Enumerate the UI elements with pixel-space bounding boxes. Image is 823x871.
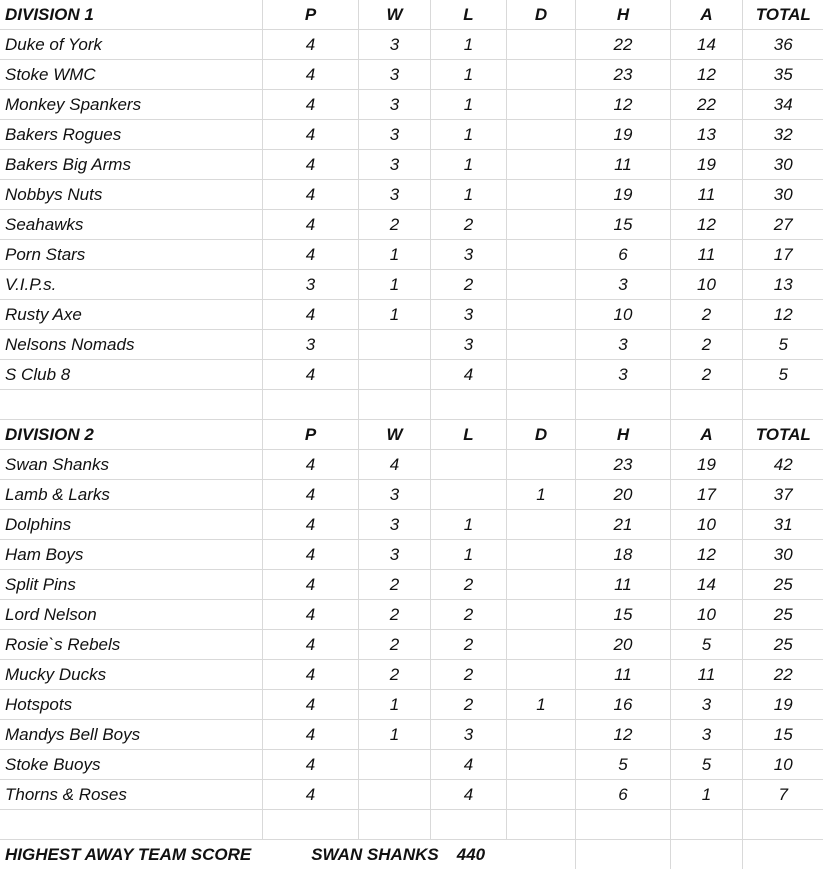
cell-w bbox=[358, 330, 430, 360]
division-1-section bbox=[0, 0, 823, 390]
team-name: Seahawks bbox=[0, 210, 262, 240]
cell-w: 3 bbox=[358, 120, 430, 150]
cell-w: 3 bbox=[358, 30, 430, 60]
cell-d bbox=[506, 660, 575, 690]
spacer-section-2 bbox=[0, 810, 823, 840]
team-name: V.I.P.s. bbox=[0, 270, 262, 300]
cell-d bbox=[506, 360, 575, 390]
cell-l: 1 bbox=[430, 30, 506, 60]
team-name: S Club 8 bbox=[0, 360, 262, 390]
blank-cell bbox=[670, 390, 742, 420]
cell-w: 3 bbox=[358, 480, 430, 510]
cell-h: 18 bbox=[575, 540, 670, 570]
cell-a: 13 bbox=[670, 120, 742, 150]
cell-p: 4 bbox=[262, 150, 358, 180]
cell-total: 30 bbox=[742, 180, 823, 210]
cell-d bbox=[506, 450, 575, 480]
cell-l: 2 bbox=[430, 630, 506, 660]
cell-p: 4 bbox=[262, 60, 358, 90]
table-row bbox=[0, 540, 823, 570]
table-row bbox=[0, 630, 823, 660]
highest-away-score-team: SWAN SHANKS bbox=[311, 845, 439, 864]
table-row bbox=[0, 300, 823, 330]
cell-total: 22 bbox=[742, 660, 823, 690]
cell-l: 3 bbox=[430, 720, 506, 750]
col-header-l: L bbox=[430, 420, 506, 450]
cell-a: 12 bbox=[670, 540, 742, 570]
cell-total: 27 bbox=[742, 210, 823, 240]
cell-total: 5 bbox=[742, 360, 823, 390]
cell-total: 36 bbox=[742, 30, 823, 60]
cell-h: 19 bbox=[575, 120, 670, 150]
cell-d bbox=[506, 330, 575, 360]
team-name: Mandys Bell Boys bbox=[0, 720, 262, 750]
team-name: Lamb & Larks bbox=[0, 480, 262, 510]
cell-d: 1 bbox=[506, 690, 575, 720]
cell-p: 4 bbox=[262, 120, 358, 150]
table-row bbox=[0, 330, 823, 360]
cell-l: 2 bbox=[430, 690, 506, 720]
cell-l: 1 bbox=[430, 120, 506, 150]
cell-p: 4 bbox=[262, 510, 358, 540]
cell-a: 12 bbox=[670, 60, 742, 90]
col-header-l: L bbox=[430, 0, 506, 30]
cell-l: 1 bbox=[430, 150, 506, 180]
table-row bbox=[0, 780, 823, 810]
table-row bbox=[0, 120, 823, 150]
col-header-w: W bbox=[358, 0, 430, 30]
cell-p: 4 bbox=[262, 240, 358, 270]
cell-total: 10 bbox=[742, 750, 823, 780]
cell-d bbox=[506, 300, 575, 330]
cell-p: 4 bbox=[262, 600, 358, 630]
col-header-a: A bbox=[670, 420, 742, 450]
cell-h: 22 bbox=[575, 30, 670, 60]
cell-h: 12 bbox=[575, 90, 670, 120]
cell-a: 2 bbox=[670, 360, 742, 390]
cell-h: 12 bbox=[575, 720, 670, 750]
cell-total: 37 bbox=[742, 480, 823, 510]
cell-h: 11 bbox=[575, 660, 670, 690]
cell-p: 4 bbox=[262, 30, 358, 60]
col-header-total: TOTAL bbox=[742, 0, 823, 30]
team-name: Bakers Rogues bbox=[0, 120, 262, 150]
col-header-p: P bbox=[262, 420, 358, 450]
table-row bbox=[0, 240, 823, 270]
cell-d bbox=[506, 750, 575, 780]
highest-away-score-cell bbox=[0, 840, 575, 870]
cell-a: 11 bbox=[670, 660, 742, 690]
blank-cell bbox=[742, 390, 823, 420]
cell-a: 11 bbox=[670, 180, 742, 210]
table-row bbox=[0, 180, 823, 210]
blank-cell bbox=[262, 390, 358, 420]
cell-a: 10 bbox=[670, 600, 742, 630]
cell-a: 17 bbox=[670, 480, 742, 510]
blank-cell bbox=[430, 390, 506, 420]
division-2-title: DIVISION 2 bbox=[0, 420, 262, 450]
cell-h: 15 bbox=[575, 210, 670, 240]
table-row bbox=[0, 570, 823, 600]
cell-l bbox=[430, 450, 506, 480]
cell-h: 11 bbox=[575, 150, 670, 180]
cell-p: 4 bbox=[262, 180, 358, 210]
cell-p: 4 bbox=[262, 540, 358, 570]
footer-row bbox=[0, 840, 823, 870]
cell-a: 5 bbox=[670, 750, 742, 780]
cell-a: 22 bbox=[670, 90, 742, 120]
blank-row bbox=[0, 390, 823, 420]
cell-a: 5 bbox=[670, 630, 742, 660]
cell-w: 2 bbox=[358, 570, 430, 600]
cell-w: 1 bbox=[358, 300, 430, 330]
cell-h: 15 bbox=[575, 600, 670, 630]
team-name: Thorns & Roses bbox=[0, 780, 262, 810]
cell-d bbox=[506, 120, 575, 150]
table-row bbox=[0, 660, 823, 690]
cell-a: 14 bbox=[670, 30, 742, 60]
cell-p: 3 bbox=[262, 270, 358, 300]
blank-cell bbox=[506, 810, 575, 840]
cell-a: 10 bbox=[670, 270, 742, 300]
cell-w: 3 bbox=[358, 90, 430, 120]
blank-cell bbox=[575, 840, 670, 870]
blank-cell bbox=[358, 810, 430, 840]
col-header-w: W bbox=[358, 420, 430, 450]
blank-cell bbox=[506, 390, 575, 420]
cell-d bbox=[506, 540, 575, 570]
cell-w: 3 bbox=[358, 180, 430, 210]
cell-total: 31 bbox=[742, 510, 823, 540]
cell-l: 4 bbox=[430, 360, 506, 390]
team-name: Monkey Spankers bbox=[0, 90, 262, 120]
blank-cell bbox=[358, 390, 430, 420]
team-name: Porn Stars bbox=[0, 240, 262, 270]
table-row bbox=[0, 750, 823, 780]
cell-d bbox=[506, 240, 575, 270]
blank-cell bbox=[670, 840, 742, 870]
cell-l: 1 bbox=[430, 90, 506, 120]
table-row bbox=[0, 210, 823, 240]
table-row bbox=[0, 150, 823, 180]
cell-w: 2 bbox=[358, 600, 430, 630]
team-name: Mucky Ducks bbox=[0, 660, 262, 690]
blank-cell bbox=[670, 810, 742, 840]
table-row bbox=[0, 510, 823, 540]
cell-p: 4 bbox=[262, 210, 358, 240]
cell-total: 25 bbox=[742, 600, 823, 630]
table-row bbox=[0, 270, 823, 300]
blank-cell bbox=[575, 810, 670, 840]
cell-w: 1 bbox=[358, 690, 430, 720]
cell-l: 4 bbox=[430, 750, 506, 780]
col-header-d: D bbox=[506, 420, 575, 450]
cell-p: 4 bbox=[262, 720, 358, 750]
cell-w: 2 bbox=[358, 210, 430, 240]
cell-d bbox=[506, 570, 575, 600]
cell-h: 10 bbox=[575, 300, 670, 330]
cell-a: 10 bbox=[670, 510, 742, 540]
cell-w bbox=[358, 750, 430, 780]
cell-total: 5 bbox=[742, 330, 823, 360]
cell-w: 2 bbox=[358, 660, 430, 690]
blank-cell bbox=[575, 390, 670, 420]
table-row bbox=[0, 690, 823, 720]
division-2-section bbox=[0, 420, 823, 810]
division-1-header-row bbox=[0, 0, 823, 30]
cell-l: 2 bbox=[430, 660, 506, 690]
col-header-p: P bbox=[262, 0, 358, 30]
cell-w: 3 bbox=[358, 150, 430, 180]
cell-w: 4 bbox=[358, 450, 430, 480]
blank-cell bbox=[742, 810, 823, 840]
highest-away-score-value: 440 bbox=[456, 845, 486, 864]
cell-p: 3 bbox=[262, 330, 358, 360]
col-header-d: D bbox=[506, 0, 575, 30]
cell-h: 21 bbox=[575, 510, 670, 540]
spacer-section bbox=[0, 390, 823, 420]
cell-p: 4 bbox=[262, 690, 358, 720]
cell-l bbox=[430, 480, 506, 510]
cell-l: 1 bbox=[430, 540, 506, 570]
cell-d bbox=[506, 90, 575, 120]
cell-p: 4 bbox=[262, 630, 358, 660]
cell-p: 4 bbox=[262, 480, 358, 510]
cell-d bbox=[506, 180, 575, 210]
table-row bbox=[0, 90, 823, 120]
footer-section bbox=[0, 840, 823, 870]
table-row bbox=[0, 60, 823, 90]
cell-d bbox=[506, 30, 575, 60]
cell-w bbox=[358, 360, 430, 390]
cell-total: 25 bbox=[742, 570, 823, 600]
blank-cell bbox=[0, 810, 262, 840]
cell-d bbox=[506, 600, 575, 630]
cell-total: 19 bbox=[742, 690, 823, 720]
cell-total: 13 bbox=[742, 270, 823, 300]
cell-d bbox=[506, 780, 575, 810]
cell-d bbox=[506, 60, 575, 90]
team-name: Rusty Axe bbox=[0, 300, 262, 330]
cell-p: 4 bbox=[262, 300, 358, 330]
cell-p: 4 bbox=[262, 570, 358, 600]
table-row bbox=[0, 480, 823, 510]
cell-a: 19 bbox=[670, 450, 742, 480]
cell-p: 4 bbox=[262, 660, 358, 690]
cell-w: 3 bbox=[358, 510, 430, 540]
cell-total: 34 bbox=[742, 90, 823, 120]
cell-h: 20 bbox=[575, 480, 670, 510]
cell-l: 4 bbox=[430, 780, 506, 810]
cell-h: 5 bbox=[575, 750, 670, 780]
cell-p: 4 bbox=[262, 450, 358, 480]
cell-a: 14 bbox=[670, 570, 742, 600]
col-header-a: A bbox=[670, 0, 742, 30]
cell-w: 1 bbox=[358, 720, 430, 750]
cell-total: 35 bbox=[742, 60, 823, 90]
cell-d bbox=[506, 150, 575, 180]
cell-l: 2 bbox=[430, 570, 506, 600]
cell-a: 2 bbox=[670, 330, 742, 360]
cell-h: 3 bbox=[575, 360, 670, 390]
table-row bbox=[0, 720, 823, 750]
cell-a: 2 bbox=[670, 300, 742, 330]
division-2-header-row bbox=[0, 420, 823, 450]
team-name: Rosie`s Rebels bbox=[0, 630, 262, 660]
team-name: Hotspots bbox=[0, 690, 262, 720]
cell-total: 30 bbox=[742, 540, 823, 570]
cell-h: 3 bbox=[575, 330, 670, 360]
cell-d bbox=[506, 510, 575, 540]
cell-a: 1 bbox=[670, 780, 742, 810]
team-name: Nelsons Nomads bbox=[0, 330, 262, 360]
cell-l: 2 bbox=[430, 600, 506, 630]
blank-cell bbox=[430, 810, 506, 840]
table-row bbox=[0, 30, 823, 60]
cell-total: 32 bbox=[742, 120, 823, 150]
cell-p: 4 bbox=[262, 750, 358, 780]
cell-w: 1 bbox=[358, 270, 430, 300]
team-name: Stoke WMC bbox=[0, 60, 262, 90]
col-header-total: TOTAL bbox=[742, 420, 823, 450]
cell-l: 1 bbox=[430, 510, 506, 540]
cell-a: 12 bbox=[670, 210, 742, 240]
table-row bbox=[0, 450, 823, 480]
cell-l: 1 bbox=[430, 180, 506, 210]
cell-w bbox=[358, 780, 430, 810]
table-row bbox=[0, 600, 823, 630]
cell-l: 2 bbox=[430, 210, 506, 240]
team-name: Nobbys Nuts bbox=[0, 180, 262, 210]
cell-d bbox=[506, 210, 575, 240]
cell-l: 3 bbox=[430, 300, 506, 330]
cell-total: 42 bbox=[742, 450, 823, 480]
cell-w: 1 bbox=[358, 240, 430, 270]
division-1-title: DIVISION 1 bbox=[0, 0, 262, 30]
cell-total: 12 bbox=[742, 300, 823, 330]
highest-away-score-label: HIGHEST AWAY TEAM SCORE bbox=[5, 845, 252, 864]
blank-cell bbox=[742, 840, 823, 870]
cell-h: 6 bbox=[575, 240, 670, 270]
cell-p: 4 bbox=[262, 360, 358, 390]
blank-cell bbox=[262, 810, 358, 840]
cell-total: 17 bbox=[742, 240, 823, 270]
cell-h: 3 bbox=[575, 270, 670, 300]
col-header-h: H bbox=[575, 0, 670, 30]
cell-total: 7 bbox=[742, 780, 823, 810]
team-name: Swan Shanks bbox=[0, 450, 262, 480]
team-name: Duke of York bbox=[0, 30, 262, 60]
cell-l: 3 bbox=[430, 330, 506, 360]
table-row bbox=[0, 360, 823, 390]
cell-w: 3 bbox=[358, 540, 430, 570]
team-name: Stoke Buoys bbox=[0, 750, 262, 780]
team-name: Split Pins bbox=[0, 570, 262, 600]
cell-h: 19 bbox=[575, 180, 670, 210]
cell-p: 4 bbox=[262, 90, 358, 120]
cell-h: 23 bbox=[575, 60, 670, 90]
cell-d bbox=[506, 630, 575, 660]
cell-total: 30 bbox=[742, 150, 823, 180]
cell-w: 2 bbox=[358, 630, 430, 660]
cell-w: 3 bbox=[358, 60, 430, 90]
cell-total: 25 bbox=[742, 630, 823, 660]
team-name: Dolphins bbox=[0, 510, 262, 540]
cell-l: 2 bbox=[430, 270, 506, 300]
blank-row bbox=[0, 810, 823, 840]
cell-h: 16 bbox=[575, 690, 670, 720]
team-name: Lord Nelson bbox=[0, 600, 262, 630]
cell-a: 19 bbox=[670, 150, 742, 180]
cell-a: 3 bbox=[670, 690, 742, 720]
cell-d bbox=[506, 720, 575, 750]
cell-l: 1 bbox=[430, 60, 506, 90]
cell-h: 11 bbox=[575, 570, 670, 600]
cell-h: 20 bbox=[575, 630, 670, 660]
cell-total: 15 bbox=[742, 720, 823, 750]
cell-d bbox=[506, 270, 575, 300]
cell-p: 4 bbox=[262, 780, 358, 810]
cell-h: 6 bbox=[575, 780, 670, 810]
blank-cell bbox=[0, 390, 262, 420]
cell-l: 3 bbox=[430, 240, 506, 270]
team-name: Bakers Big Arms bbox=[0, 150, 262, 180]
cell-a: 3 bbox=[670, 720, 742, 750]
cell-h: 23 bbox=[575, 450, 670, 480]
team-name: Ham Boys bbox=[0, 540, 262, 570]
cell-a: 11 bbox=[670, 240, 742, 270]
cell-d: 1 bbox=[506, 480, 575, 510]
col-header-h: H bbox=[575, 420, 670, 450]
